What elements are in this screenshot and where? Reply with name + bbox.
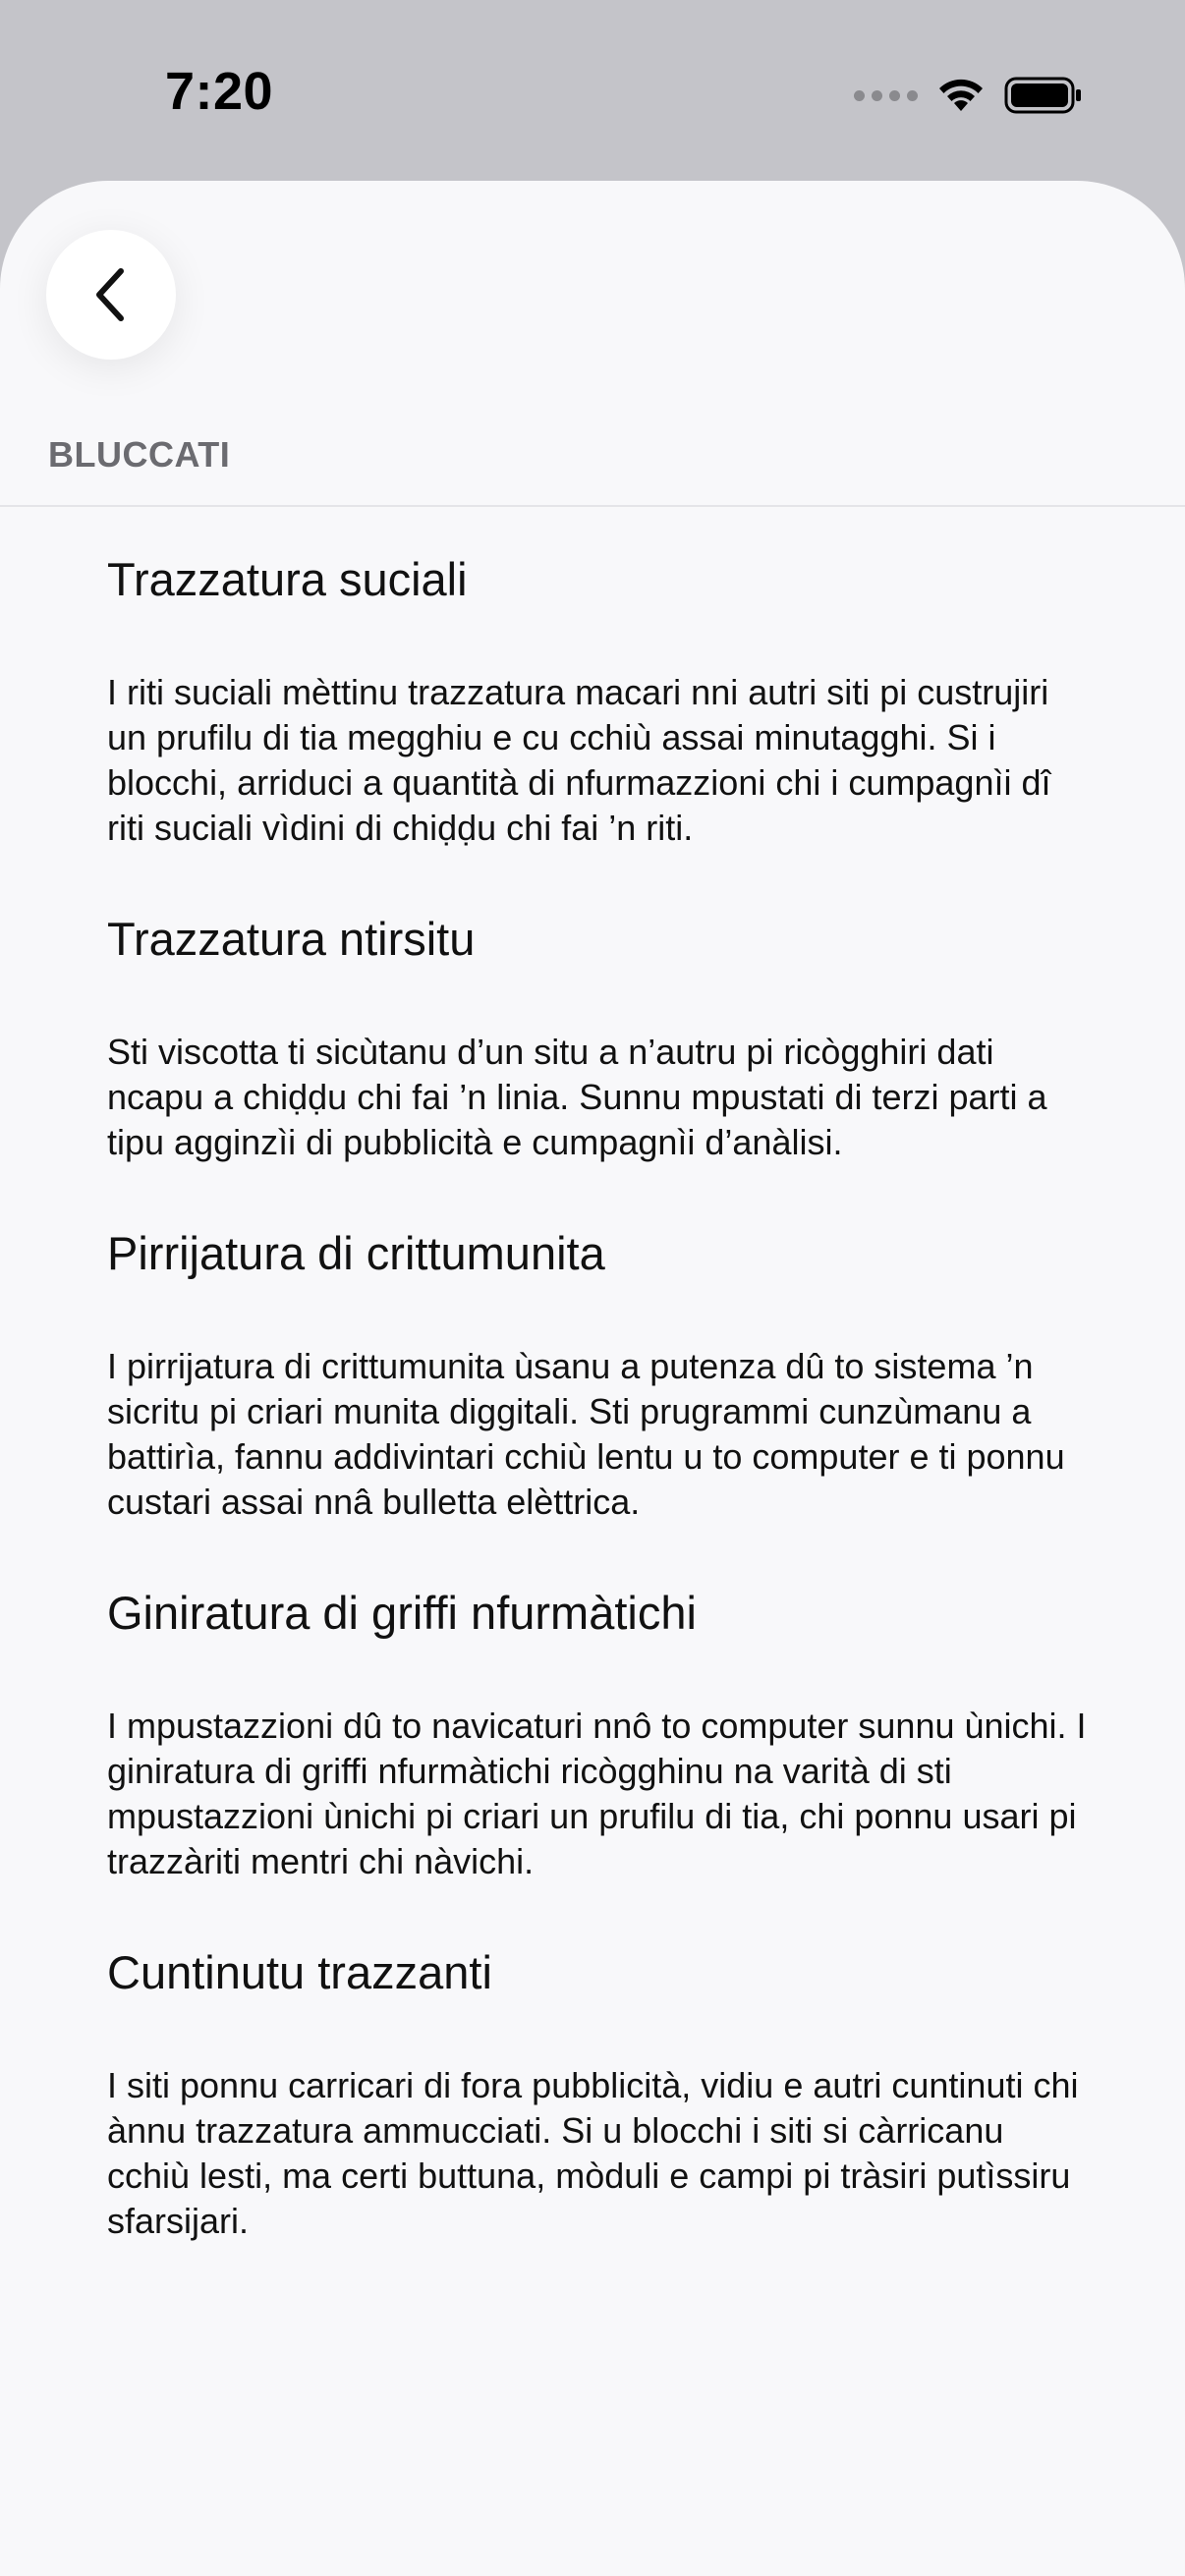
item-description: I siti ponnu carricari di fora pubblicità, vidiu e autri cuntinuti chi ànnu trazzatura ammucciati. Si u blocchi i siti si càrricanu cchiù lesti, ma certi buttuna, mòduli e campi pi tràsiri putìssiru sfarsijari. [107, 2065, 1079, 2241]
section-header: BLUCCATI [48, 434, 231, 475]
item-description: Sti viscotta ti sicùtanu d’un situ a n’autru pi ricògghiri dati ncapu a chiḍḍu chi fai ’n linia. Sunnu mpustati di terzi parti a tipu agginzìi di pubblicità e cumpagnìi d’anàlisi. [107, 1032, 1047, 1162]
item-title: Giniratura di griffi nfurmàtichi [107, 1587, 697, 1639]
list-item [107, 550, 1090, 851]
wifi-icon [935, 76, 987, 115]
item-title: Trazzatura suciali [107, 553, 468, 605]
list-item [107, 910, 1090, 1165]
item-description: I riti suciali mèttinu trazzatura macari nni autri siti pi custrujiri un prufilu di tia megghiu e cu cchiù assai minutagghi. Si i blocchi, arriduci a quantità di nfurmazzioni chi i cumpagnìi dî riti suciali vìdini di chiḍḍu chi fai ’n riti. [107, 672, 1051, 848]
status-icons [854, 75, 1083, 116]
item-title: Trazzatura ntirsitu [107, 913, 476, 965]
list-item [107, 1224, 1090, 1525]
item-title: Pirrijatura di crittumunita [107, 1227, 605, 1279]
battery-icon [1004, 76, 1083, 115]
divider [0, 505, 1185, 507]
status-time: 7:20 [165, 62, 274, 121]
signal-dots-icon [854, 90, 918, 101]
item-title: Cuntinutu trazzanti [107, 1946, 492, 1998]
blocked-list [107, 550, 1090, 2303]
list-item [107, 1584, 1090, 1884]
list-item [107, 1943, 1090, 2244]
status-bar [0, 0, 1185, 187]
content-sheet [0, 181, 1185, 2576]
back-button[interactable] [46, 230, 176, 360]
item-description: I mpustazzioni dû to navicaturi nnô to computer sunnu ùnichi. I giniratura di griffi nfurmàtichi ricògghinu na varità di sti mpustazzioni ùnichi pi criari un prufilu di tia, chi ponnu usari pi trazzàriti mentri chi nàvichi. [107, 1706, 1087, 1881]
item-description: I pirrijatura di crittumunita ùsanu a putenza dû to sistema ’n sicritu pi criari munita diggitali. Sti prugrammi cunzùmanu a battirìa, fannu addivintari cchiù lentu u to computer e ti ponnu custari assai nnâ bulletta elèttrica. [107, 1346, 1065, 1522]
chevron-left-icon [91, 265, 131, 324]
